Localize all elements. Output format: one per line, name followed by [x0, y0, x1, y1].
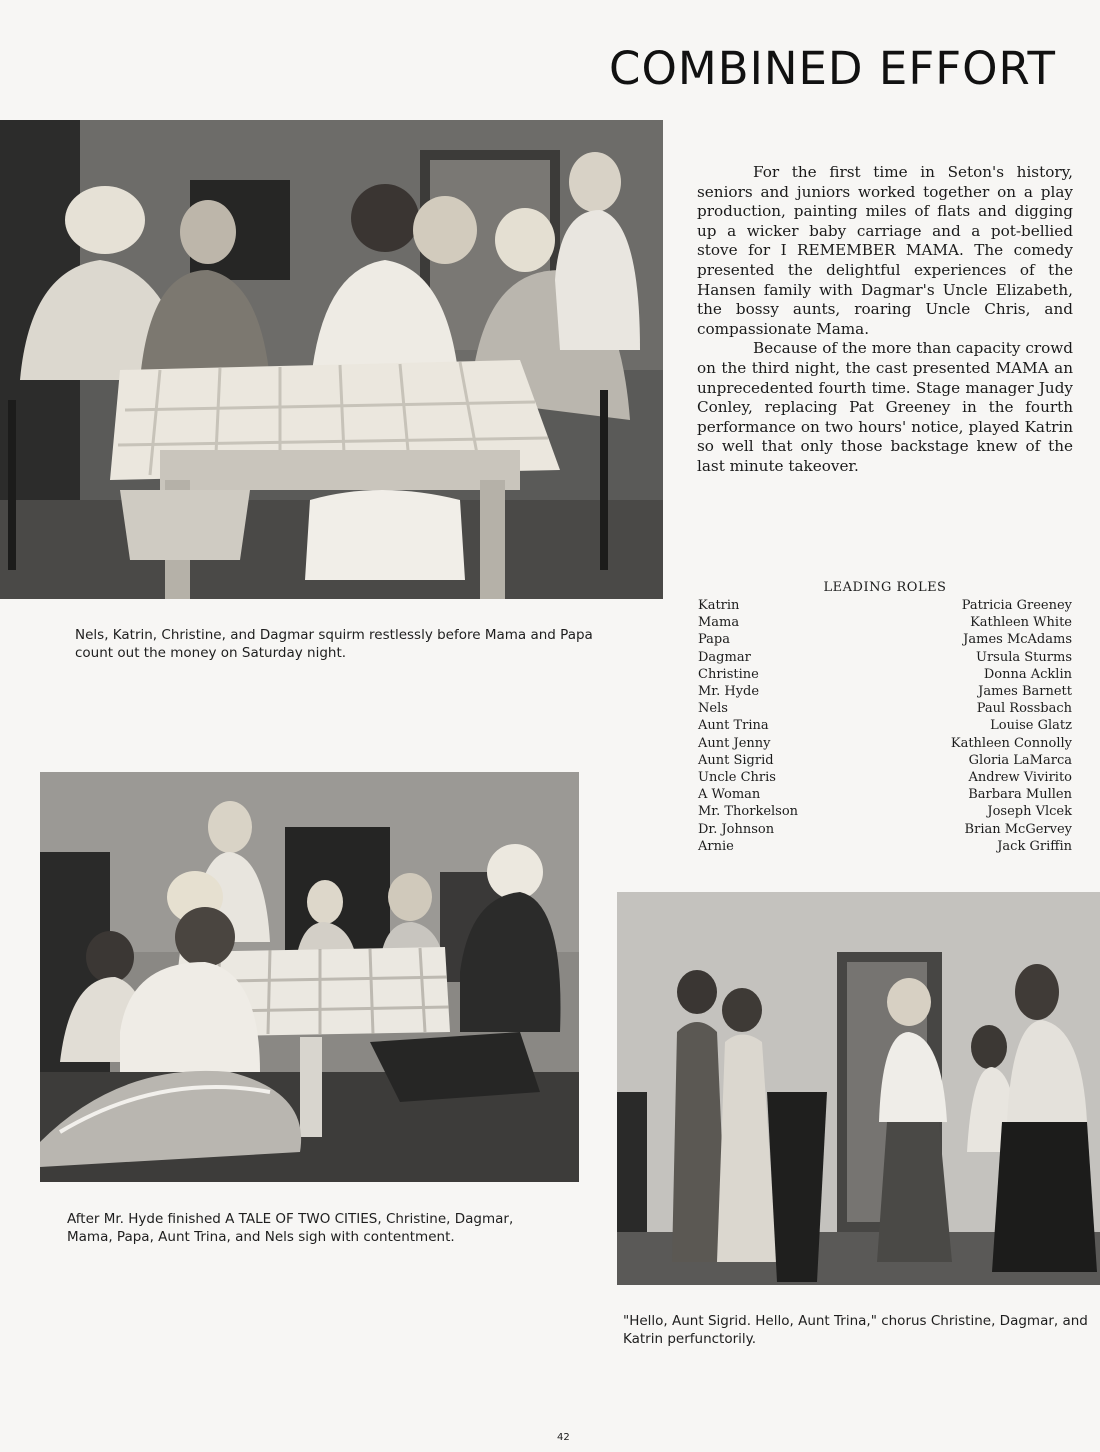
role-name: Mr. Hyde [698, 684, 760, 700]
role-row [698, 735, 1072, 752]
page-number: 42 [557, 1432, 570, 1443]
actor-name: Patricia Greeney [961, 598, 1072, 613]
actor-name: Andrew Vivirito [968, 770, 1072, 786]
caption-photo-reading-scene: After Mr. Hyde finished A TALE OF TWO CITIES, Christine, Dagmar, Mama, Papa, Aunt Trina, and Nels sigh with contentment. [67, 1211, 514, 1245]
caption-photo-hello-aunts: "Hello, Aunt Sigrid. Hello, Aunt Trina," chorus Christine, Dagmar, and Katrin perfunctorily. [623, 1313, 1088, 1347]
role-name: Aunt Sigrid [698, 752, 774, 768]
role-row [698, 752, 1072, 769]
leading-roles-list [698, 597, 1072, 855]
actor-name: Donna Acklin [983, 666, 1072, 682]
role-name: Dr. Johnson [698, 821, 775, 837]
role-name: Uncle Chris [698, 770, 776, 786]
story-text [697, 163, 1073, 477]
role-row [698, 700, 1072, 717]
role-row [698, 717, 1072, 734]
role-row [698, 803, 1072, 820]
role-name: Arnie [698, 838, 734, 854]
photo-family-at-table [0, 120, 663, 599]
caption-photo-family-at-table: Nels, Katrin, Christine, and Dagmar squirm restlessly before Mama and Papa count out the money on Saturday night. [75, 627, 593, 661]
role-name: Aunt Trina [698, 718, 769, 734]
actor-name: Brian McGervey [964, 821, 1072, 837]
role-row [698, 821, 1072, 838]
actor-name: Jack Griffin [997, 838, 1072, 854]
role-row [698, 683, 1072, 700]
actor-name: Louise Glatz [990, 718, 1072, 734]
actor-name: Barbara Mullen [968, 787, 1072, 803]
actor-name: Gloria LaMarca [968, 752, 1072, 768]
actor-name: Joseph Vlcek [987, 804, 1072, 820]
actor-name: James Barnett [978, 684, 1072, 700]
role-row [698, 649, 1072, 666]
actor-name: Paul Rossbach [976, 701, 1072, 717]
role-row [698, 631, 1072, 648]
photo-reading-scene [40, 772, 579, 1182]
role-name: Katrin [698, 598, 740, 613]
photo-hello-aunts [617, 892, 1100, 1285]
role-name: Christine [698, 666, 759, 682]
role-name: Aunt Jenny [698, 735, 771, 751]
role-name: A Woman [698, 787, 761, 803]
role-row [698, 666, 1072, 683]
role-row [698, 769, 1072, 786]
story-paragraph: Because of the more than capacity crowd on the third night, the cast presented MAMA an unprecedented fourth time. Stage manager Judy Conley, replacing Pat Greeney in the fourth performance on two hours' notice, played Katrin so well that only those backstage knew of the last minute takeover. [697, 339, 1073, 475]
role-name: Mama [698, 615, 740, 631]
actor-name: James McAdams [963, 632, 1072, 648]
role-row [698, 838, 1072, 855]
story-paragraph: For the first time in Seton's history, seniors and juniors worked together on a play production, painting miles of flats and digging up a wicker baby carriage and a pot-bellied stove for I REMEMBER MAMA. The comedy presented the delightful experiences of the Hansen family with Dagmar's Uncle Elizabeth, the bossy aunts, roaring Uncle Chris, and compassionate Mama. [697, 163, 1073, 338]
role-name: Nels [698, 701, 728, 717]
role-row [698, 614, 1072, 631]
actor-name: Kathleen Connolly [950, 735, 1072, 751]
role-name: Dagmar [698, 649, 751, 665]
page-title: COMBINED EFFORT [609, 42, 1056, 95]
role-row [698, 786, 1072, 803]
leading-roles-heading: LEADING ROLES [823, 580, 947, 595]
role-row [698, 597, 1072, 614]
role-name: Papa [698, 632, 730, 648]
actor-name: Ursula Sturms [976, 649, 1072, 665]
role-name: Mr. Thorkelson [698, 804, 799, 820]
actor-name: Kathleen White [970, 615, 1072, 631]
